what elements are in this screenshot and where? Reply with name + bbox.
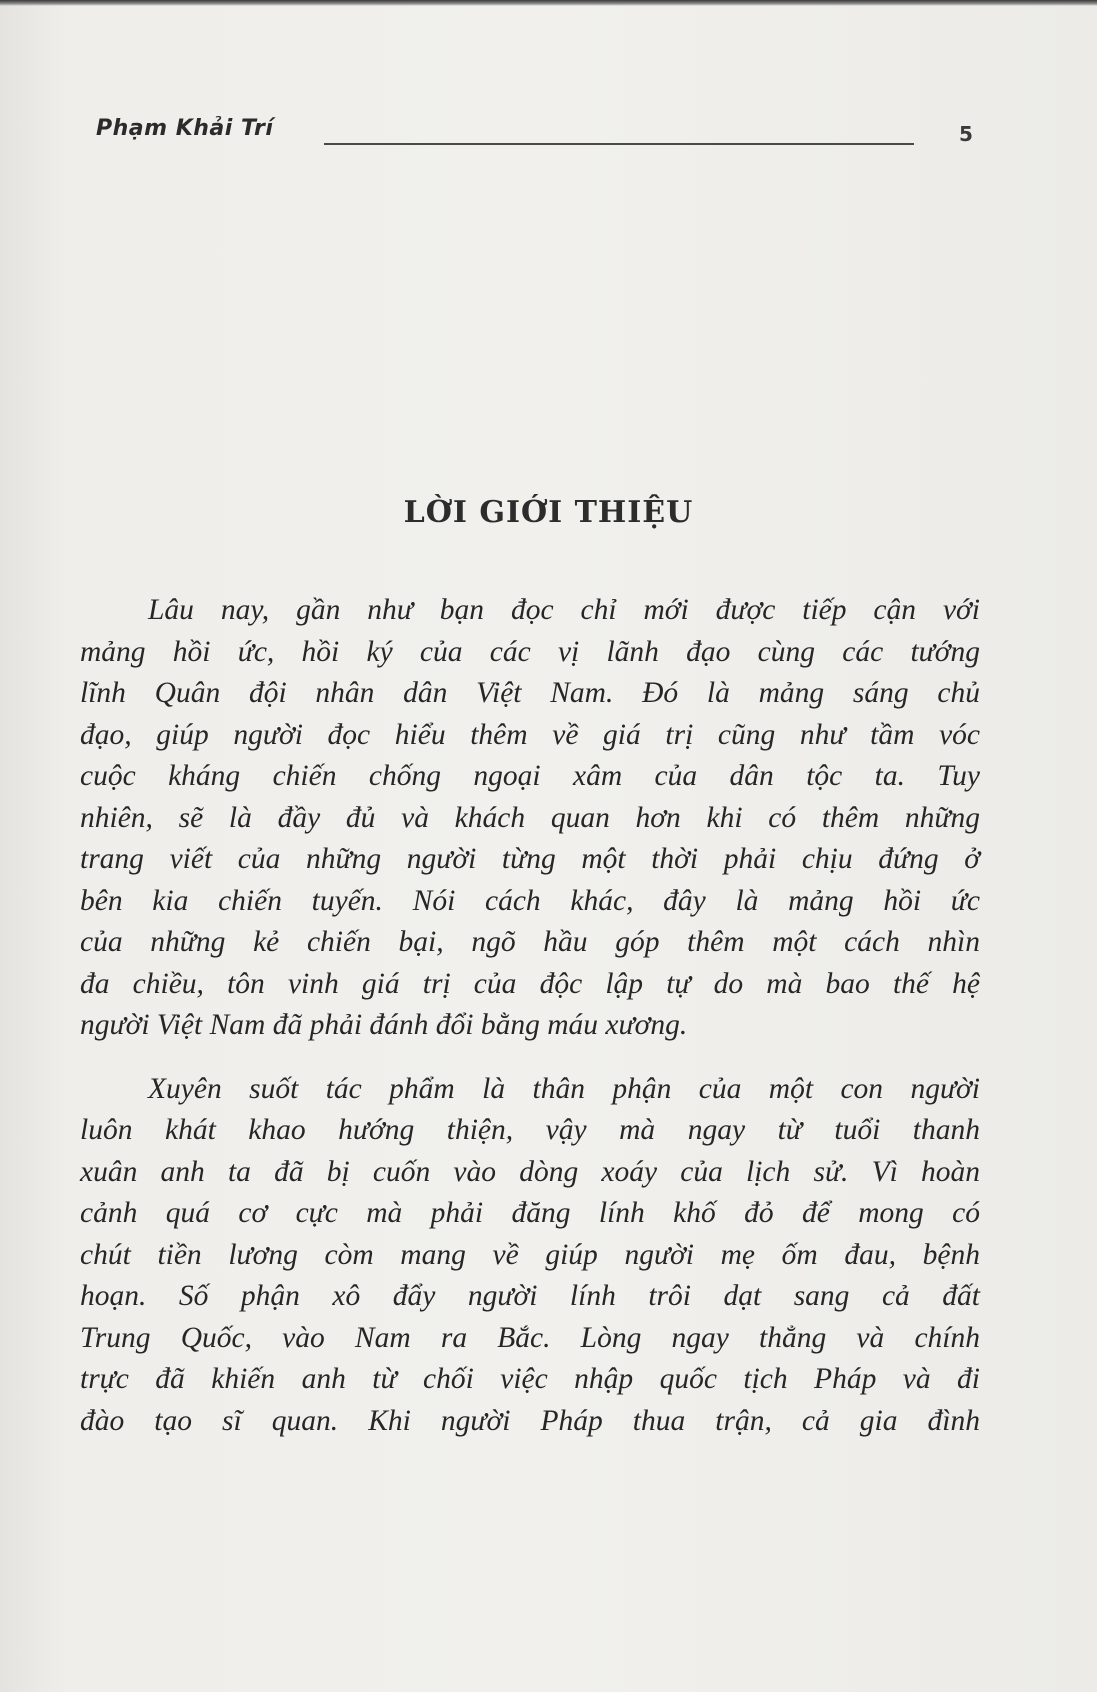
paragraph-line: chút tiền lương còm mang về giúp người mẹ ốm đau, bệnh: [80, 1238, 980, 1271]
paragraph-line: xuân anh ta đã bị cuốn vào dòng xoáy của lịch sử. Vì hoàn: [80, 1155, 980, 1188]
paragraph-line: cuộc kháng chiến chống ngoại xâm của dân tộc ta. Tuy: [80, 760, 980, 792]
paragraph-line: bên kia chiến tuyến. Nói cách khác, đây là mảng hồi ức: [80, 884, 980, 917]
paragraph-line: mảng hồi ức, hồi ký của các vị lãnh đạo cùng các tướng: [80, 635, 980, 668]
paragraph-line: luôn khát khao hướng thiện, vậy mà ngay từ tuổi thanh: [80, 1114, 980, 1146]
paragraph-1: [80, 590, 980, 1047]
paragraph-line: Lâu nay, gần như bạn đọc chỉ mới được tiếp cận với: [148, 594, 980, 626]
paragraph-line: hoạn. Số phận xô đẩy người lính trôi dạt sang cả đất: [80, 1280, 980, 1312]
paragraph-line: nhiên, sẽ là đầy đủ và khách quan hơn khi có thêm những: [80, 801, 980, 834]
paragraph-line: Xuyên suốt tác phẩm là thân phận của một con người: [148, 1072, 980, 1105]
paragraph-line: Trung Quốc, vào Nam ra Bắc. Lòng ngay thẳng và chính: [80, 1321, 980, 1354]
paragraph-line: trực đã khiến anh từ chối việc nhập quốc tịch Pháp và đi: [80, 1363, 980, 1395]
paragraph-line: đa chiều, tôn vinh giá trị của độc lập tự do mà bao thế hệ: [80, 967, 980, 1000]
paragraph-line: người Việt Nam đã phải đánh đổi bằng máu xương.: [80, 1009, 688, 1041]
paragraph-line: của những kẻ chiến bại, ngõ hầu góp thêm một cách nhìn: [80, 926, 980, 958]
running-header-author: Phạm Khải Trí: [96, 116, 274, 141]
paragraph-line: lĩnh Quân đội nhân dân Việt Nam. Đó là mảng sáng chủ: [80, 677, 980, 709]
paragraph-line: đào tạo sĩ quan. Khi người Pháp thua trận, cả gia đình: [80, 1404, 980, 1437]
paragraph-line: cảnh quá cơ cực mà phải đăng lính khố đỏ để mong có: [80, 1197, 980, 1229]
paragraph-line: đạo, giúp người đọc hiểu thêm về giá trị cũng như tầm vóc: [80, 718, 980, 751]
running-header: [96, 112, 996, 152]
page-top-edge: [0, 0, 1097, 6]
header-rule: [324, 143, 914, 145]
paragraph-2: [80, 1069, 980, 1443]
page-number: 5: [959, 122, 973, 146]
chapter-title: LỜI GIỚI THIỆU: [403, 495, 694, 530]
paragraph-line: trang viết của những người từng một thời phải chịu đứng ở: [80, 843, 980, 875]
body-text: [80, 590, 980, 1442]
